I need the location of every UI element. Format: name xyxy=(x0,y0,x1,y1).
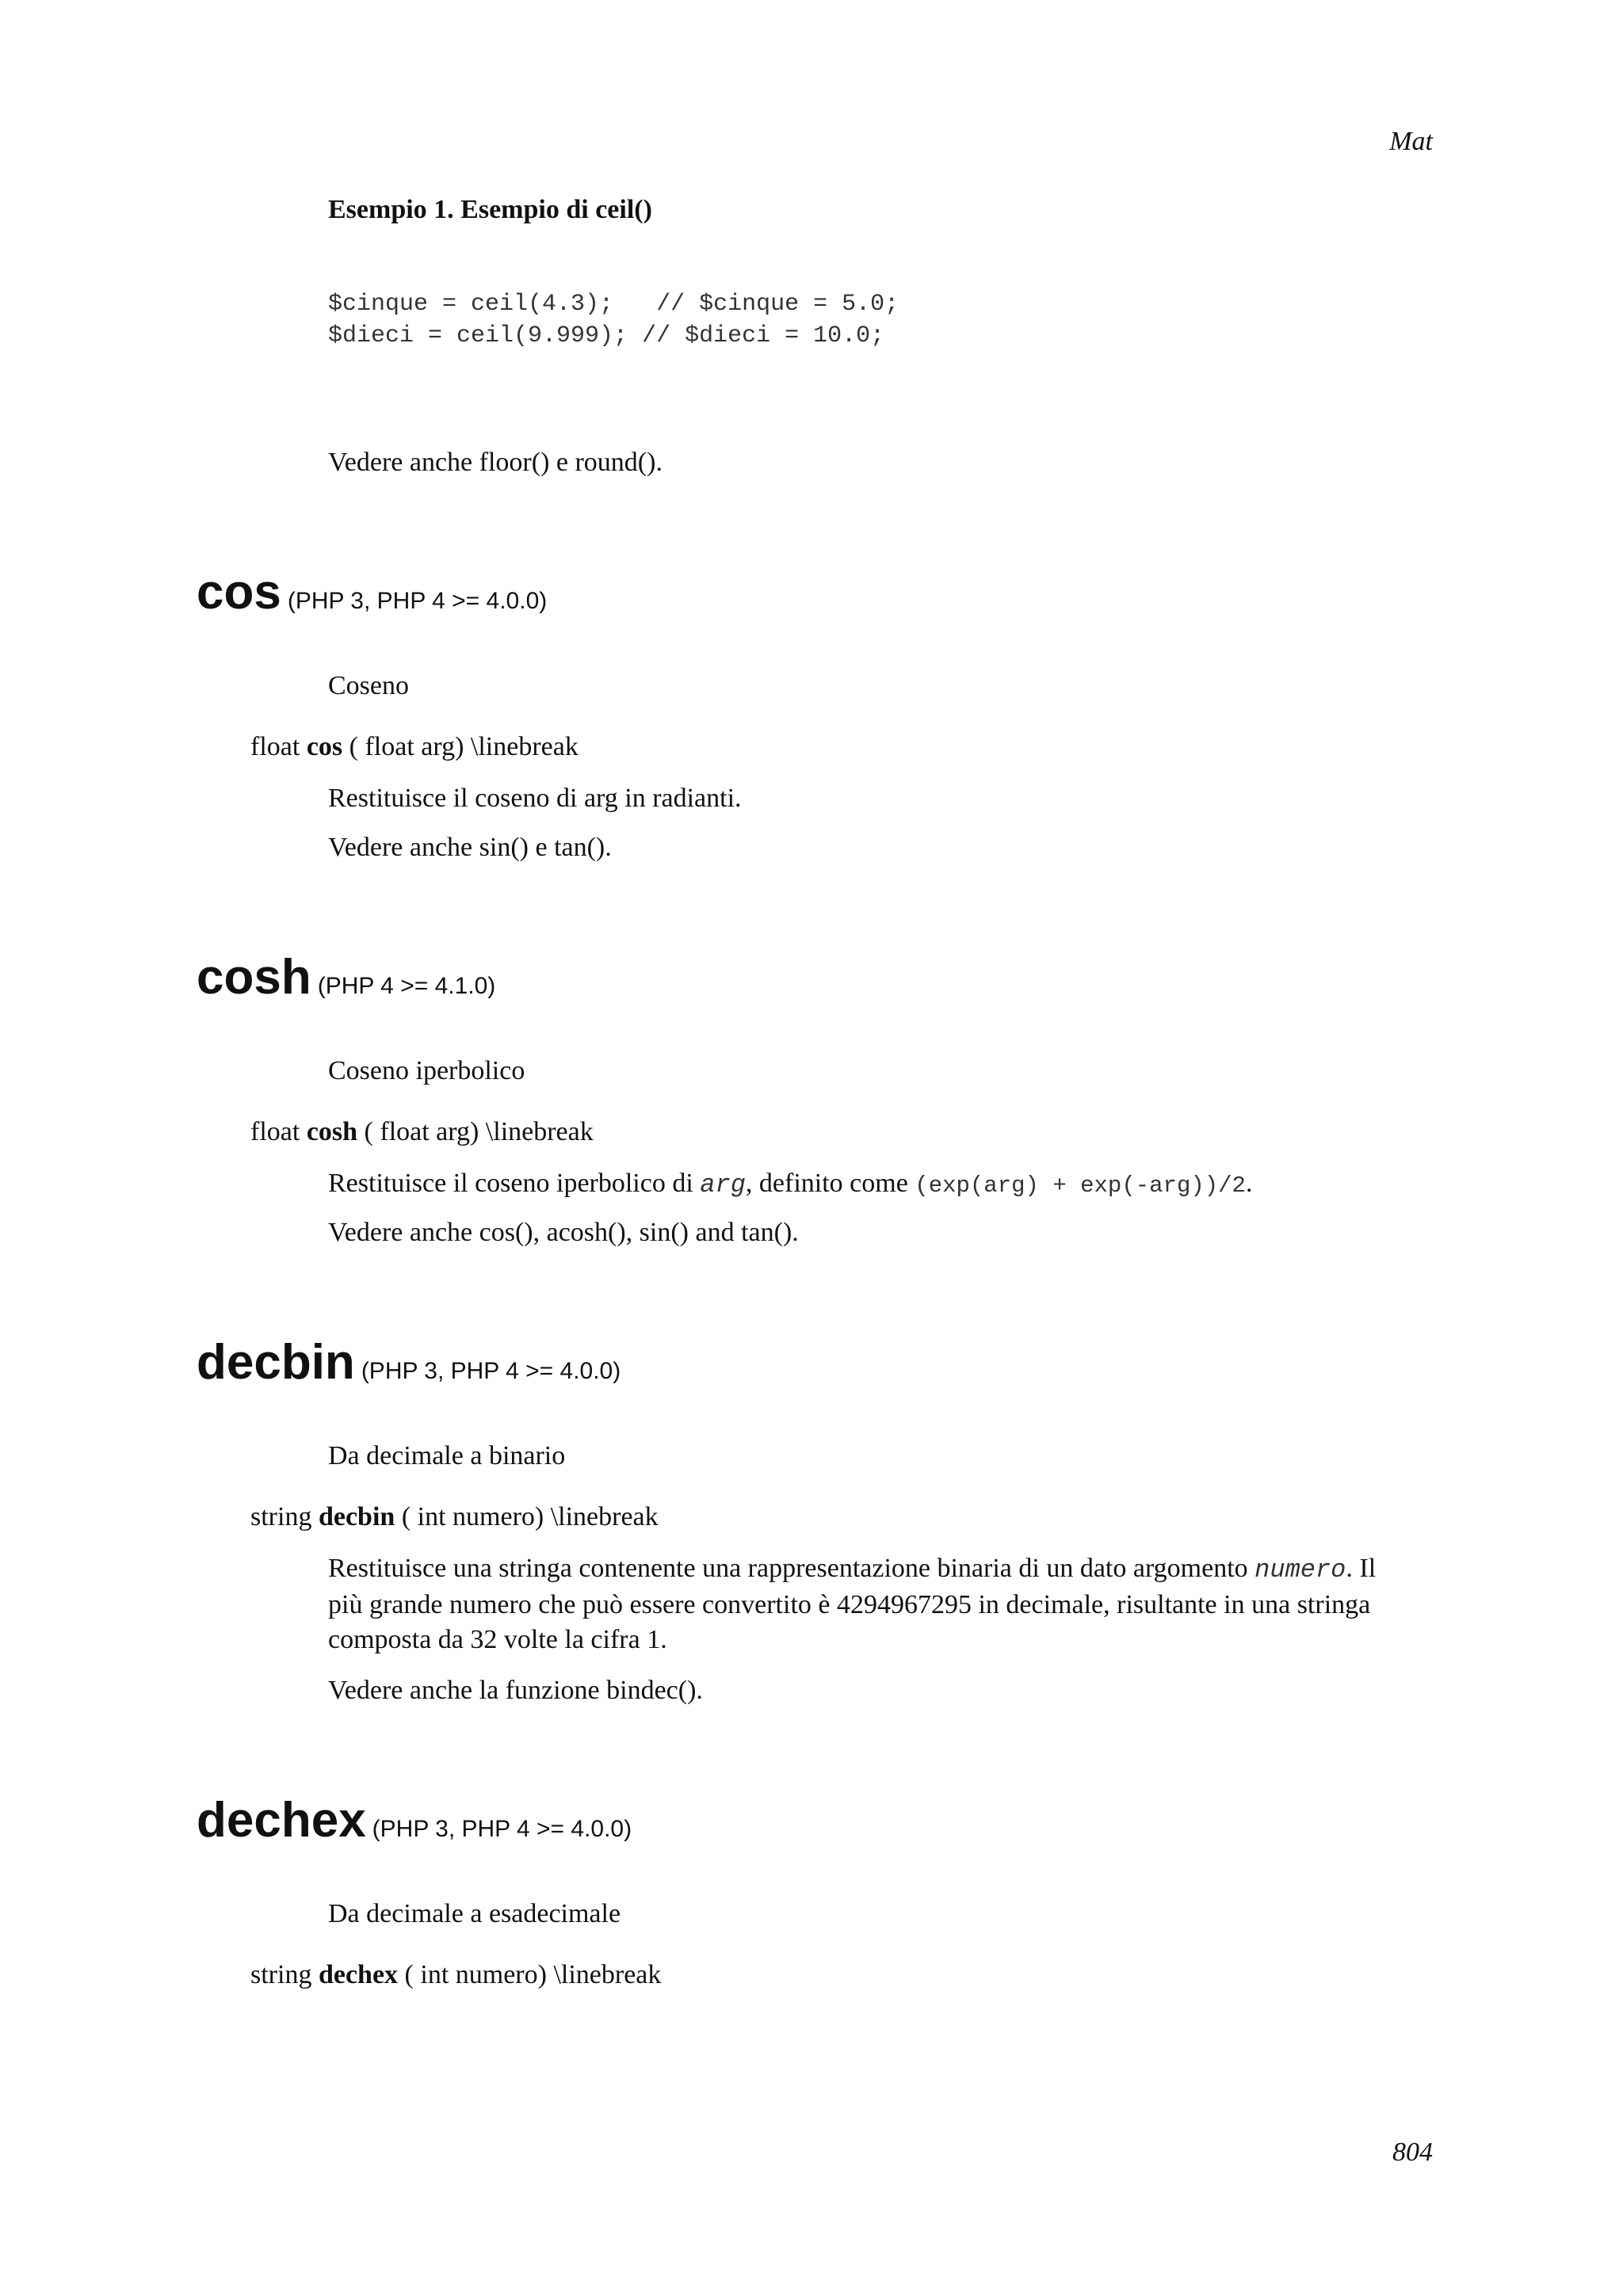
function-name: cos xyxy=(197,565,281,620)
prototype-name: decbin xyxy=(318,1502,395,1531)
description-text: . Il più grande numero che può essere convertito è 4294967295 in decimale, risultante in una stringa composta da 32 volte la cifra 1. xyxy=(328,1554,1377,1654)
function-prototype xyxy=(250,732,579,762)
function-prototype xyxy=(250,1502,659,1532)
prototype-name: cosh xyxy=(306,1117,358,1146)
function-prototype xyxy=(250,1117,594,1147)
function-heading-cos xyxy=(197,564,547,620)
return-type: float xyxy=(250,732,300,761)
prototype-name: cos xyxy=(306,732,343,761)
function-version: (PHP 3, PHP 4 >= 4.0.0) xyxy=(287,588,548,614)
function-name: dechex xyxy=(197,1793,366,1848)
function-summary: Da decimale a binario xyxy=(328,1441,566,1470)
return-type: string xyxy=(250,1502,312,1531)
function-description: Restituisce il coseno di arg in radianti. xyxy=(328,784,742,813)
function-version: (PHP 3, PHP 4 >= 4.0.0) xyxy=(361,1358,621,1384)
prototype-args: ( int numero) \linebreak xyxy=(404,1960,662,1989)
prototype-args: ( int numero) \linebreak xyxy=(401,1502,659,1531)
function-version: (PHP 4 >= 4.1.0) xyxy=(317,973,496,999)
function-description xyxy=(328,1551,1406,1657)
function-name: cosh xyxy=(197,950,311,1005)
description-text: , definito come xyxy=(745,1169,915,1198)
function-summary: Coseno iperbolico xyxy=(328,1056,525,1085)
running-header: Mat xyxy=(1389,127,1433,156)
function-see-also: Vedere anche sin() e tan(). xyxy=(328,833,612,862)
page-number: 804 xyxy=(1392,2138,1433,2167)
example-title: Esempio 1. Esempio di ceil() xyxy=(328,195,652,224)
description-text: Restituisce il coseno iperbolico di xyxy=(328,1169,701,1198)
function-prototype xyxy=(250,1960,661,1990)
function-heading-decbin xyxy=(197,1334,621,1390)
prototype-name: dechex xyxy=(318,1960,399,1989)
parameter-name: numero xyxy=(1254,1555,1346,1585)
description-text: . xyxy=(1245,1169,1253,1198)
description-text: Restituisce una stringa contenente una rappresentazione binaria di un dato argomento xyxy=(328,1554,1255,1583)
return-type: string xyxy=(250,1960,312,1989)
function-see-also: Vedere anche la funzione bindec(). xyxy=(328,1676,703,1705)
code-example: $cinque = ceil(4.3); // $cinque = 5.0; $dieci = ceil(9.999); // $dieci = 10.0; xyxy=(328,291,899,349)
function-summary: Da decimale a esadecimale xyxy=(328,1899,621,1928)
function-see-also: Vedere anche cos(), acosh(), sin() and tan(). xyxy=(328,1218,799,1247)
example-see-also: Vedere anche floor() e round(). xyxy=(328,448,663,477)
prototype-args: ( float arg) \linebreak xyxy=(364,1117,594,1146)
inline-code: (exp(arg) + exp(-arg))/2 xyxy=(915,1173,1246,1199)
function-heading-cosh xyxy=(197,949,495,1005)
function-description xyxy=(328,1166,1438,1203)
parameter-name: arg xyxy=(700,1170,746,1199)
return-type: float xyxy=(250,1117,300,1146)
function-version: (PHP 3, PHP 4 >= 4.0.0) xyxy=(372,1816,632,1842)
prototype-args: ( float arg) \linebreak xyxy=(349,732,579,761)
function-name: decbin xyxy=(197,1335,355,1390)
function-heading-dechex xyxy=(197,1792,632,1848)
function-summary: Coseno xyxy=(328,671,409,700)
